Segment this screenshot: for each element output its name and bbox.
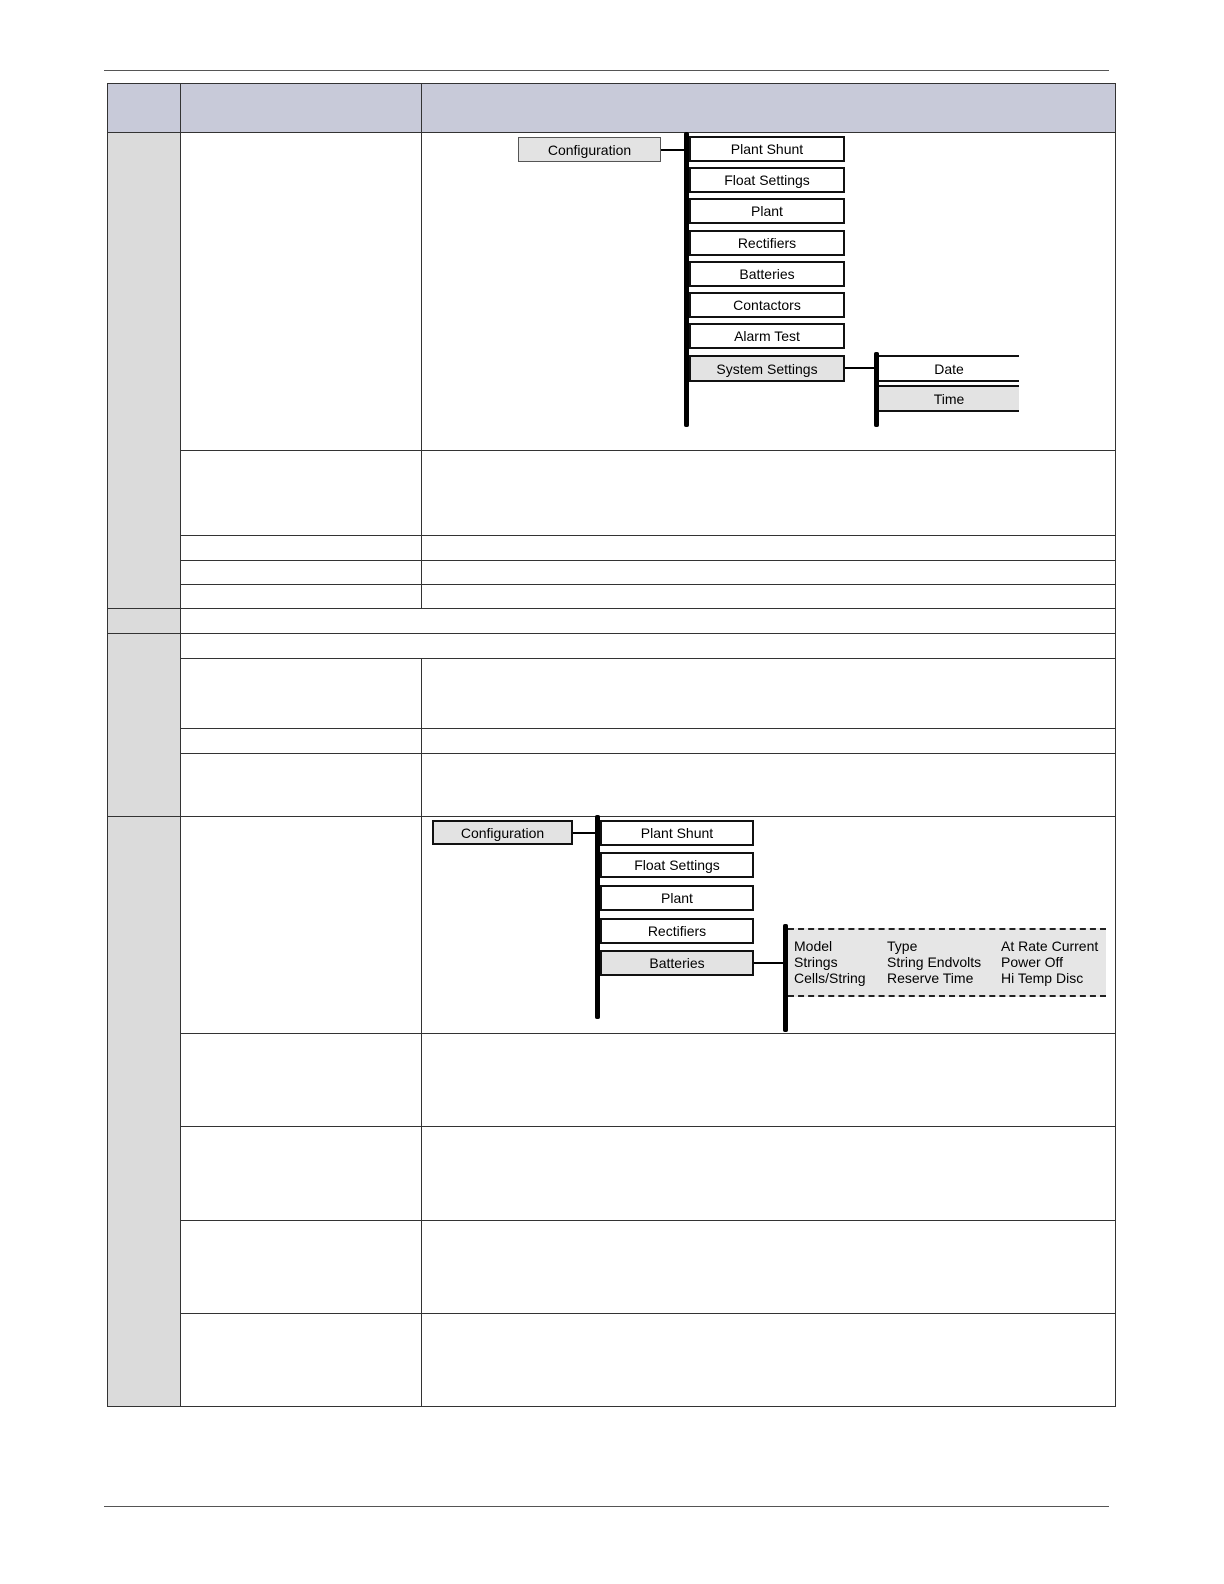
battery-param-string-endvolts: String Endvolts: [887, 954, 982, 970]
diagram2-root-connector: [573, 832, 597, 834]
battery-param-hi-temp-disc: Hi Temp Disc: [1001, 970, 1084, 986]
battery-param-strings: Strings: [794, 954, 838, 970]
diagram2-item-plant: Plant: [600, 885, 754, 911]
diagram1-sub-connector: [845, 367, 875, 369]
diagram1-root-connector: [661, 149, 686, 151]
row-line: [107, 608, 1116, 609]
diagram1-item-system-settings: System Settings: [689, 355, 845, 382]
battery-param-power-off: Power Off: [1001, 954, 1063, 970]
diagram1-root-configuration: Configuration: [518, 137, 661, 162]
step-cell-3: [108, 634, 180, 816]
row-line: [180, 584, 1116, 585]
diagram2-item-plant-shunt: Plant Shunt: [600, 820, 754, 846]
battery-param-at-rate-current: At Rate Current: [1001, 938, 1099, 954]
step-cell-2: [108, 609, 180, 633]
diagram1-item-plant-shunt: Plant Shunt: [689, 136, 845, 162]
diagram2-param-connector: [754, 962, 784, 964]
row-line: [180, 1033, 1116, 1034]
row-line: [180, 450, 1116, 451]
diagram1-item-batteries: Batteries: [689, 261, 845, 287]
step-cell-4: [108, 817, 180, 1406]
row-line: [180, 1126, 1116, 1127]
col-divider-1: [180, 84, 181, 1407]
row-line: [180, 658, 1116, 659]
table-header-row: [108, 84, 1115, 132]
bottom-rule: [104, 1506, 1109, 1507]
top-rule: [104, 70, 1109, 71]
row-line: [107, 132, 1116, 133]
procedure-table: [107, 83, 1116, 1407]
battery-param-type: Type: [887, 938, 918, 954]
diagram1-sub-time: Time: [879, 385, 1019, 412]
battery-param-cells-string: Cells/String: [794, 970, 866, 986]
diagram1-item-float-settings: Float Settings: [689, 167, 845, 193]
row-line: [180, 560, 1116, 561]
diagram1-sub-date: Date: [879, 355, 1019, 382]
diagram2-item-batteries: Batteries: [600, 950, 754, 976]
row-line: [180, 728, 1116, 729]
row-line: [180, 535, 1116, 536]
row-line: [180, 1313, 1116, 1314]
row-line: [180, 1220, 1116, 1221]
col-divider-2a: [421, 84, 422, 608]
diagram1-item-alarm-test: Alarm Test: [689, 323, 845, 349]
diagram1-item-rectifiers: Rectifiers: [689, 230, 845, 256]
row-line: [107, 816, 1116, 817]
step-cell-1: [108, 133, 180, 608]
diagram1-item-contactors: Contactors: [689, 292, 845, 318]
battery-param-model: Model: [794, 938, 833, 954]
diagram2-root-configuration: Configuration: [432, 820, 573, 845]
battery-param-reserve-time: Reserve Time: [887, 970, 974, 986]
diagram2-item-float-settings: Float Settings: [600, 852, 754, 878]
diagram1-item-plant: Plant: [689, 198, 845, 224]
row-line: [180, 753, 1116, 754]
diagram2-item-rectifiers: Rectifiers: [600, 918, 754, 944]
row-line: [107, 633, 1116, 634]
